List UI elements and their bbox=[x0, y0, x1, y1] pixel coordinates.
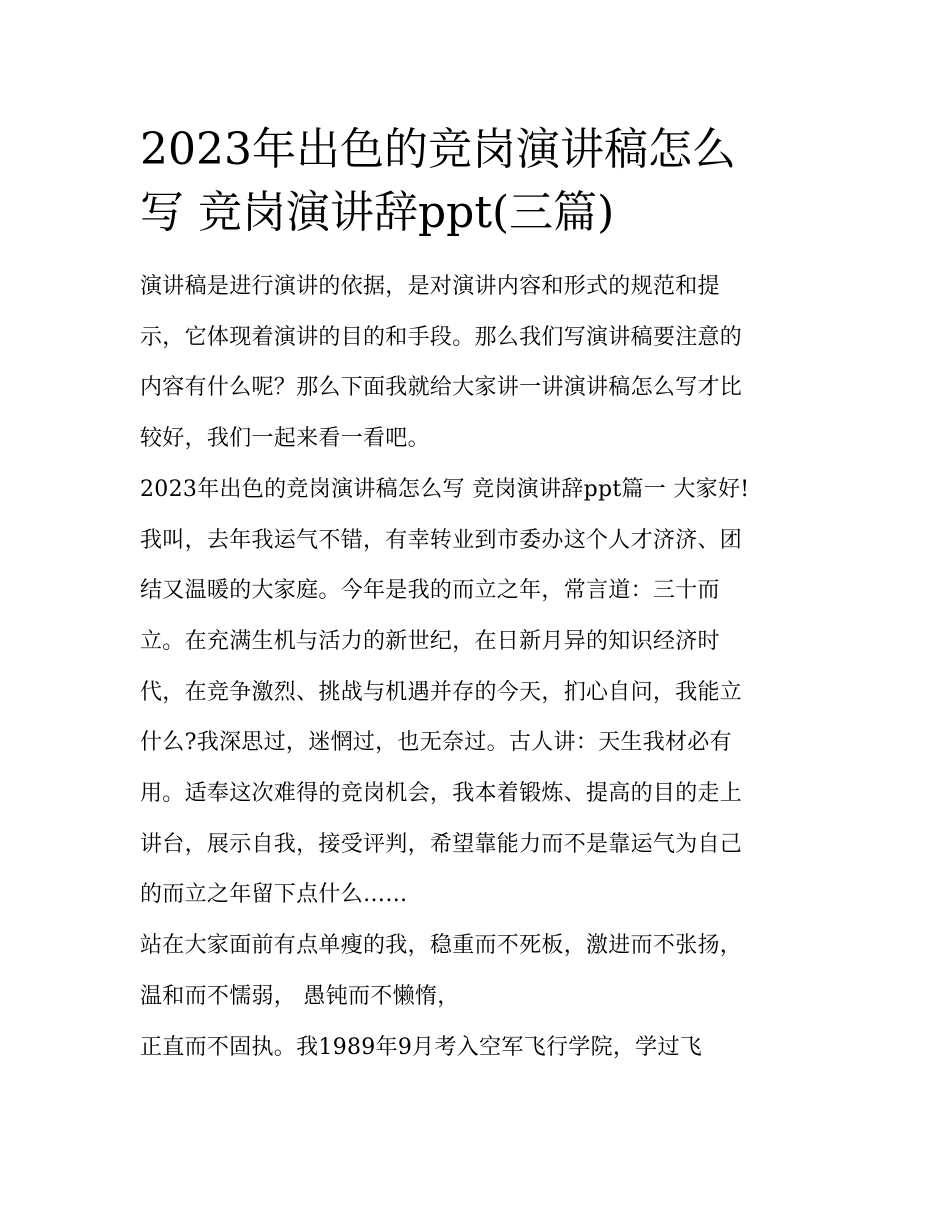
text-line: 正直而不固执。我1989年9月考入空军飞行学院，学过飞 bbox=[140, 1034, 703, 1060]
text-line: 内容有什么呢？那么下面我就给大家讲一讲演讲稿怎么写才比 bbox=[140, 375, 743, 401]
text-line: 什么?我深思过，迷惘过，也无奈过。古人讲：天生我材必有 bbox=[140, 730, 732, 756]
paragraph-speech-one bbox=[140, 465, 812, 921]
text-line: 2023年出色的竞岗演讲稿怎么写 竞岗演讲辞ppt篇一 大家好! bbox=[140, 476, 750, 502]
text-line: 站在大家面前有点单瘦的我，稳重而不死板，激进而不张扬， bbox=[140, 933, 743, 959]
text-line: 的而立之年留下点什么…… bbox=[140, 882, 408, 908]
title-line-1: 2023年出色的竞岗演讲稿怎么 bbox=[140, 124, 736, 175]
text-line: 温和而不懦弱， 愚钝而不懒惰， bbox=[140, 983, 460, 1009]
text-line: 代，在竞争激烈、挑战与机遇并存的今天，扪心自问，我能立 bbox=[140, 679, 743, 705]
text-line: 结又温暖的大家庭。今年是我的而立之年，常言道：三十而 bbox=[140, 578, 720, 604]
paragraph-background bbox=[140, 1023, 812, 1074]
text-line: 讲台，展示自我，接受评判，希望靠能力而不是靠运气为自己 bbox=[140, 831, 743, 857]
text-line: 立。在充满生机与活力的新世纪，在日新月异的知识经济时 bbox=[140, 628, 720, 654]
document-page bbox=[140, 118, 812, 1073]
text-line: 示，它体现着演讲的目的和手段。那么我们写演讲稿要注意的 bbox=[140, 324, 743, 350]
title-line-2: 写 竞岗演讲辞ppt(三篇) bbox=[140, 187, 615, 238]
text-line: 演讲稿是进行演讲的依据，是对演讲内容和形式的规范和提 bbox=[140, 274, 720, 299]
paragraph-intro bbox=[140, 262, 812, 465]
text-line: 较好，我们一起来看一看吧。 bbox=[140, 426, 430, 452]
text-line: 我叫，去年我运气不错，有幸转业到市委办这个人才济济、团 bbox=[140, 527, 743, 553]
paragraph-self-description bbox=[140, 921, 812, 1022]
document-title bbox=[140, 118, 812, 244]
text-line: 用。适奉这次难得的竞岗机会，我本着锻炼、提高的目的走上 bbox=[140, 781, 743, 807]
